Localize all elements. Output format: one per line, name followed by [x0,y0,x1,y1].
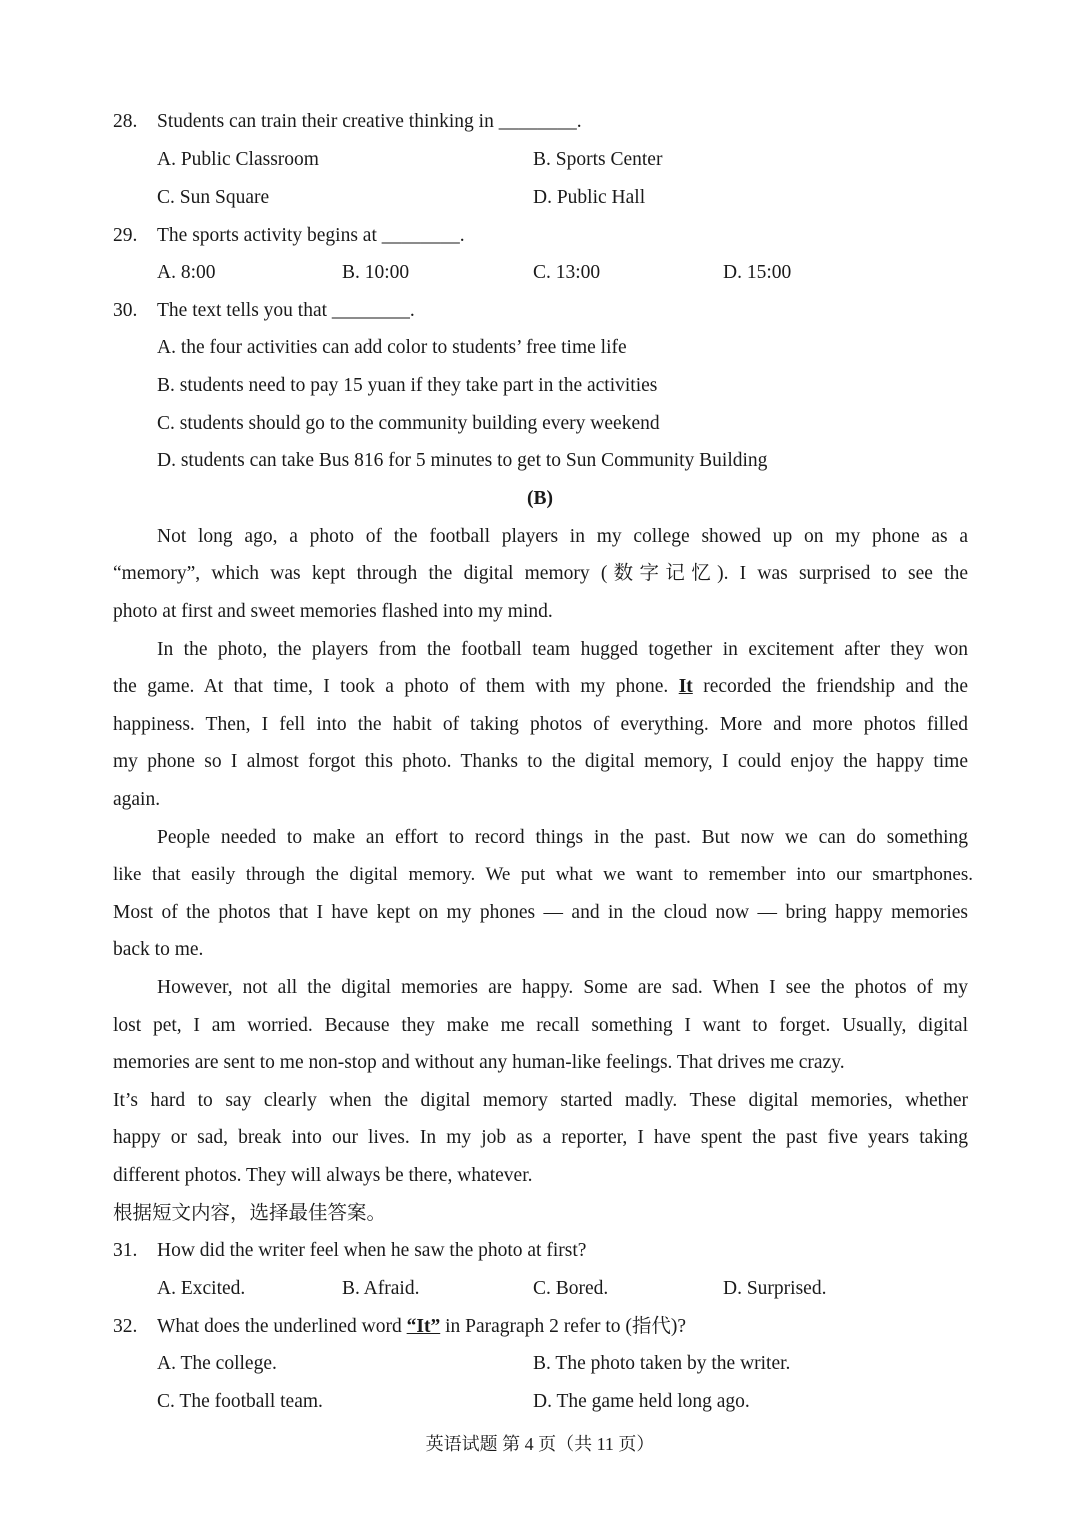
question-31-number: 31. [113,1240,138,1261]
passage-p4-line-1: However, not all the digital memories are happy. Some are sad. When I see the photos of my [157,977,968,998]
passage-p3-line-4: back to me. [113,939,204,960]
question-31-option-d: D. Surprised. [723,1278,827,1299]
question-30-option-d: D. students can take Bus 816 for 5 minutes to get to Sun Community Building [157,450,768,471]
question-29-option-b: B. 10:00 [342,262,410,283]
passage-p3-line-1: People needed to make an effort to record things in the past. But now we can do something [157,827,968,848]
question-32-option-d: D. The game held long ago. [533,1391,750,1412]
passage-p2-line-5: again. [113,789,161,810]
passage-p2-line-2-after: recorded the friendship and the [692,676,968,697]
passage-p3-line-3: Most of the photos that I have kept on my phones — and in the cloud now — bring happy memories [113,902,968,923]
passage-p2-line-2-before: the game. At that time, I took a photo of them with my phone. [113,676,679,697]
question-29-option-a: A. 8:00 [157,262,216,283]
passage-p2-line-4: my phone so I almost forgot this photo. Thanks to the digital memory, I could enjoy the happy time [113,751,968,772]
passage-p3-line-2: like that easily through the digital memory. We put what we want to remember into our smartphones. [113,864,973,885]
passage-p5-line-1: It’s hard to say clearly when the digital memory started madly. These digital memories, whether [113,1090,968,1111]
question-28-option-c: C. Sun Square [157,187,270,208]
passage-p4-line-2: lost pet, I am worried. Because they make me recall something I want to forget. Usually, digital [113,1015,968,1036]
question-28-option-b: B. Sports Center [533,149,663,170]
question-29-number: 29. [113,225,138,246]
passage-p2-line-2 [113,675,968,699]
passage-p2-line-1: In the photo, the players from the football team hugged together in excitement after they won [157,639,968,660]
question-32-number: 32. [113,1316,138,1337]
instruction-text: 根据短文内容，选择最佳答案。 [113,1203,387,1224]
question-32-option-c: C. The football team. [157,1391,323,1412]
question-31-option-a: A. Excited. [157,1278,246,1299]
question-32-option-b: B. The photo taken by the writer. [533,1353,791,1374]
passage-p1-line-2: “memory”, which was kept through the digital memory (数字记忆). I was surprised to see the [113,563,968,584]
question-32-option-a: A. The college. [157,1353,277,1374]
question-28-number: 28. [113,111,138,132]
question-32-stem-before: What does the underlined word [157,1316,407,1337]
question-30-number: 30. [113,300,138,321]
question-31-stem: How did the writer feel when he saw the photo at first? [157,1240,587,1261]
underlined-word-it: It [678,676,693,697]
page-footer: 英语试题 第 4 页（共 11 页） [425,1434,655,1454]
question-32-stem-after: in Paragraph 2 refer to (指代)? [440,1316,687,1337]
question-31-option-c: C. Bored. [533,1278,609,1299]
question-28-option-d: D. Public Hall [533,187,646,208]
passage-p5-line-2: happy or sad, break into our lives. In my job as a reporter, I have spent the past five years taking [113,1127,968,1148]
question-32-stem [157,1315,686,1339]
passage-p2-line-3: happiness. Then, I fell into the habit of taking photos of everything. More and more photos filled [113,714,968,735]
question-28-option-a: A. Public Classroom [157,149,319,170]
question-30-option-c: C. students should go to the community building every weekend [157,413,660,434]
question-29-option-c: C. 13:00 [533,262,601,283]
question-29-stem: The sports activity begins at ________. [157,225,465,246]
passage-p1-line-1: Not long ago, a photo of the football players in my college showed up on my phone as a [157,526,968,547]
question-29-option-d: D. 15:00 [723,262,792,283]
question-30-option-a: A. the four activities can add color to students’ free time life [157,337,627,358]
passage-p5-line-3: different photos. They will always be there, whatever. [113,1165,533,1186]
question-31-option-b: B. Afraid. [342,1278,420,1299]
question-32-underlined-word: “It” [406,1316,441,1337]
question-28-stem: Students can train their creative thinking in ________. [157,111,582,132]
passage-p4-line-3: memories are sent to me non-stop and without any human-like feelings. That drives me crazy. [113,1052,845,1073]
section-b-heading: (B) [527,488,553,509]
question-30-stem: The text tells you that ________. [157,300,415,321]
passage-p1-line-3: photo at first and sweet memories flashed into my mind. [113,601,553,622]
question-30-option-b: B. students need to pay 15 yuan if they take part in the activities [157,375,658,396]
